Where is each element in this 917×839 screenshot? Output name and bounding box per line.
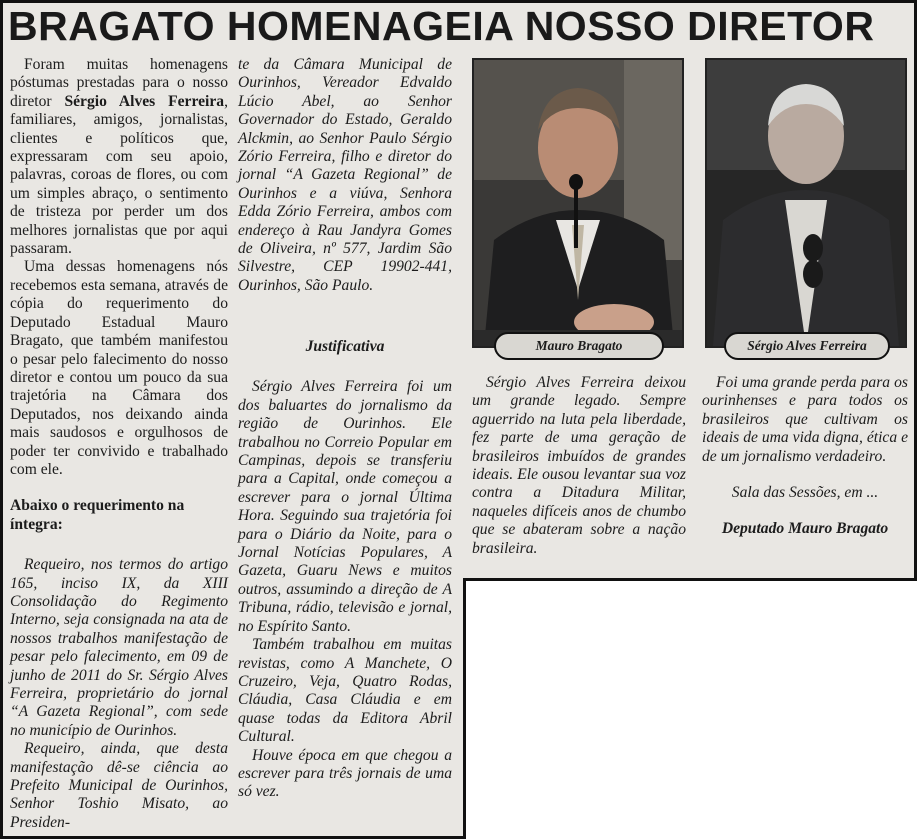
- col1-paragraph-4: Requeiro, ainda, que desta manifestação dê-se ciência ao Prefeito Municipal de Ourinhos, Senhor Toshio Misato, ao Presiden-: [10, 740, 228, 831]
- col1-p1-pre: Foram muitas homenagens póstumas prestadas para o nosso diretor: [10, 56, 228, 110]
- portrait-image-left: [474, 60, 682, 346]
- article-headline: BRAGATO HOMENAGEIA NOSSO DIRETOR: [8, 3, 875, 49]
- col2-paragraph-3: Também trabalhou em muitas revistas, como A Manchete, O Cruzeiro, Veja, Quatro Rodas, Cláudia, Casa Cláudia e em quase todas da Editora Abril Cultural.: [238, 636, 452, 746]
- col1-paragraph-1: [10, 56, 228, 258]
- col2-paragraph-2: Sérgio Alves Ferreira foi um dos baluartes do jornalismo da região de Ourinhos. Ele trabalhou no Correio Popular em Campinas, depois se transferiu para a Capital, onde começou a escrever para o jornal Última Hora. Seguindo sua trajetória foi para o Diário da Noite, para o Jornal Notícias Populares, A Gazeta, Guaru News e muitos outros, assumindo a direção de A Tribuna, rádio, televisão e jornal, no Espírito Santo.: [238, 378, 452, 635]
- col1-paragraph-3: Requeiro, nos termos do artigo 165, inciso IX, da XIII Consolidação do Regimento Interno, seja consignada na ata de nossos trabalhos manifestação de pesar pelo falecimento, em 09 de junho de 2011 do Sr. Sérgio Alves Ferreira, proprietário do jornal “A Gazeta Regional”, com sede no município de Ourinhos.: [10, 556, 228, 739]
- col1-subhead: Abaixo o requerimento na íntegra:: [10, 497, 185, 533]
- photo-mauro-bragato: [472, 58, 684, 348]
- col2-paragraph-4: Houve época em que chegou a escrever para três jornais de uma só vez.: [238, 746, 452, 801]
- photo-caption-right: Sérgio Alves Ferreira: [724, 332, 890, 360]
- col4-paragraph-1: Foi uma grande perda para os ourinhenses e para todos os brasileiros que cultivam os ideais de uma vida digna, ética e de um jornalismo verdadeiro.: [702, 374, 908, 465]
- col4-paragraph-2: Sala das Sessões, em ...: [731, 484, 879, 502]
- column-2-top: [238, 56, 452, 295]
- column-4: [702, 374, 908, 539]
- photo-caption-left: Mauro Bragato: [494, 332, 664, 360]
- column-1: [10, 56, 228, 832]
- column-2-bottom: [238, 330, 452, 802]
- column-3: [472, 374, 686, 558]
- col1-p1-post: , familiares, amigos, jornalistas, clientes e políticos que, expressaram com seu apoio, palavras, coroas de flores, ou com um simples abraço, o sentimento de tristeza por perder um dos melhores jornalistas que por aqui passaram.: [10, 92, 228, 258]
- col2-subhead: Justificativa: [305, 338, 385, 355]
- photo-sergio-alves-ferreira: [705, 58, 907, 348]
- portrait-image-right: [707, 60, 905, 346]
- col2-paragraph-1: te da Câmara Municipal de Ourinhos, Vereador Edvaldo Lúcio Abel, ao Senhor Governador do Estado, Geraldo Alckmin, ao Senhor Paulo Sérgio Zório Ferreira, filho e diretor do jornal “A Gazeta Regional” de Ourinhos e a viúva, Senhora Edda Zório Ferreira, ambos com endereço à Rau Jandyra Gomes de Oliveira, nº 577, Jardim São Silvestre, CEP 19902-441, Ourinhos, São Paulo.: [238, 56, 452, 294]
- col4-signature: Deputado Mauro Bragato: [721, 520, 889, 538]
- col1-p1-name: Sérgio Alves Ferreira: [64, 92, 225, 110]
- col1-paragraph-2: Uma dessas homenagens nós recebemos esta semana, através de cópia do requerimento do Deputado Estadual Mauro Bragato, que também manifestou o pesar pelo falecimento do nosso diretor e contou um pouco da sua trajetória na Câmara dos Deputados, nos deixando ainda mais saudosos e orgulhosos de poder ter convivido e trabalhado com ele.: [10, 258, 228, 478]
- col3-paragraph-1: Sérgio Alves Ferreira deixou um grande legado. Sempre aguerrido na luta pela liberdade, fez parte de uma geração de brasileiros imbuídos de grandes ideais. Ele ousou levantar sua voz contra a Ditadura Militar, naqueles difíceis anos de chumbo que se abateram sobre a nação brasileira.: [472, 374, 686, 557]
